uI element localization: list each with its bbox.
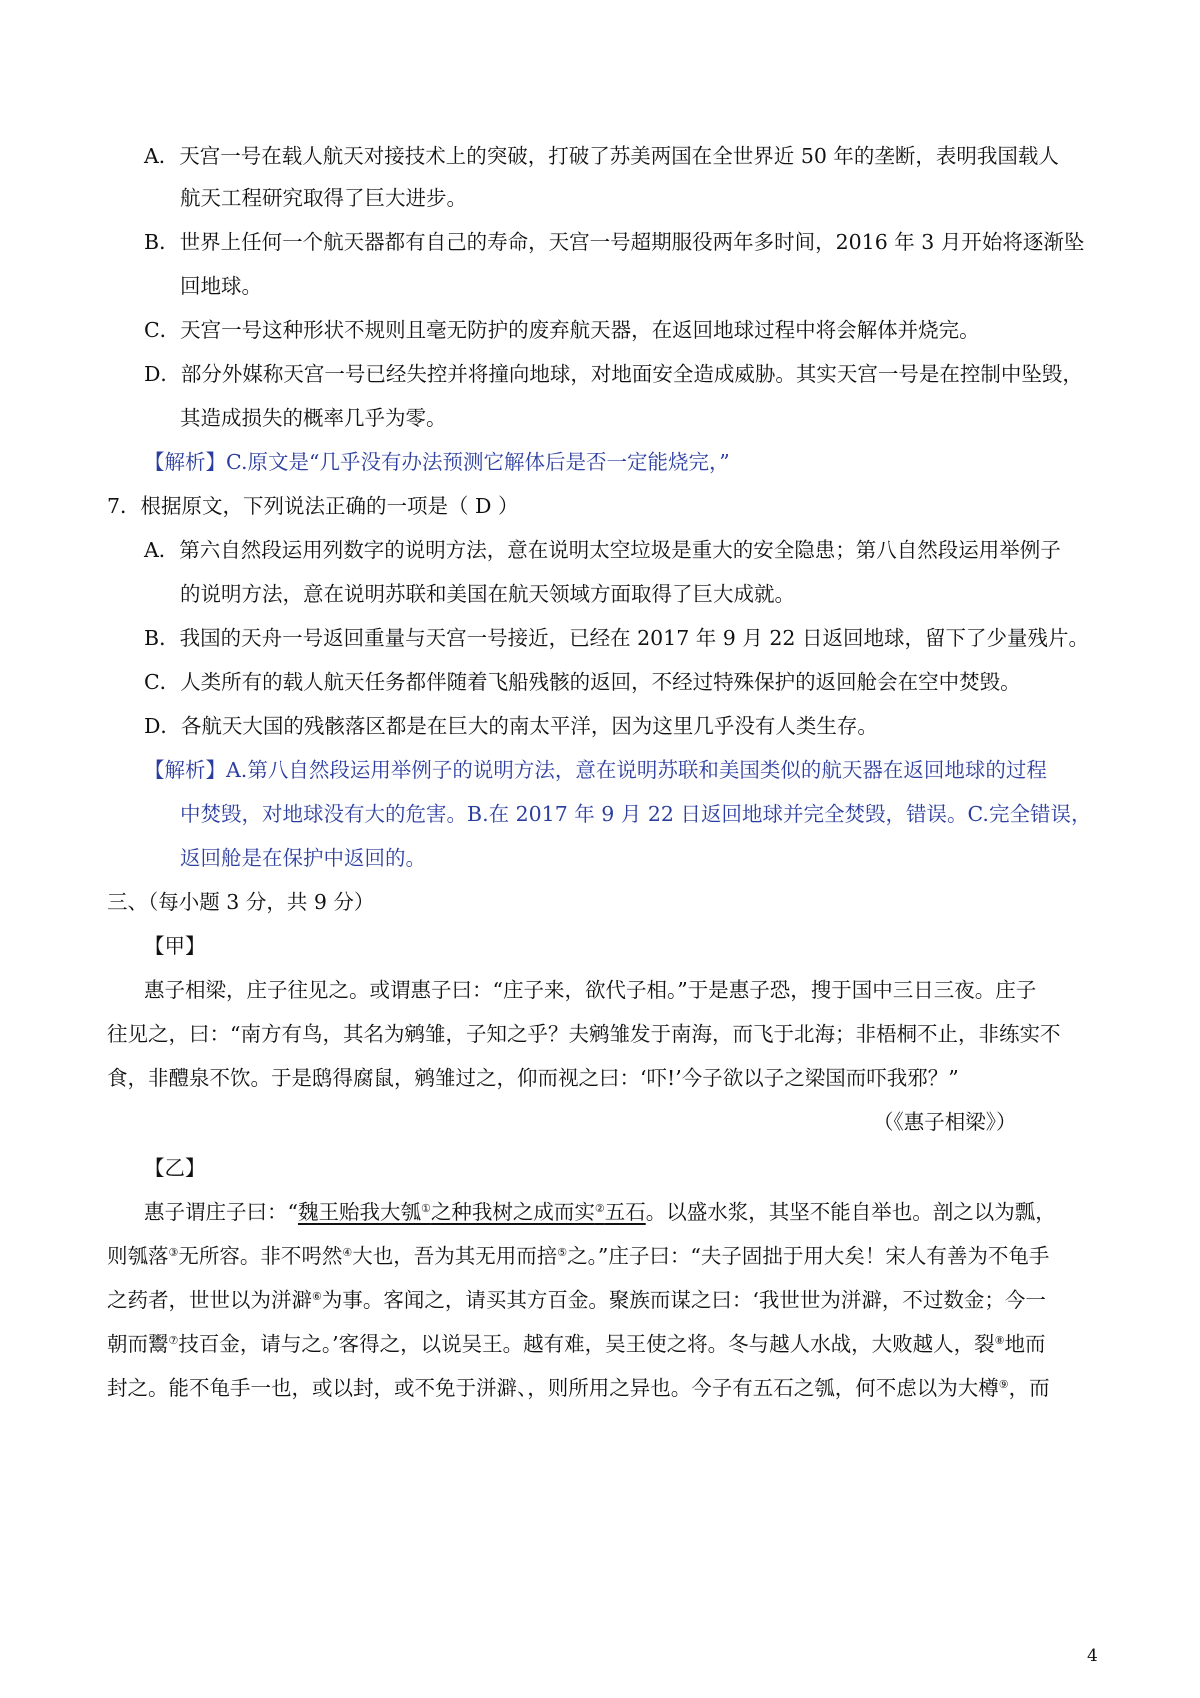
passage-yi-label: 【乙】 bbox=[144, 1156, 206, 1180]
page-number: 4 bbox=[1087, 1646, 1098, 1666]
q6-option-a-line1: A．天宫一号在载人航天对接技术上的突破，打破了苏美两国在全世界近 50 年的垄断，表明我国载人 bbox=[144, 144, 1059, 168]
q6-option-a-line2: 航天工程研究取得了巨大进步。 bbox=[180, 186, 467, 210]
passage-jia-label: 【甲】 bbox=[144, 934, 206, 958]
q6-analysis: 【解析】C.原文是“几乎没有办法预测它解体后是否一定能烧完，” bbox=[144, 450, 730, 474]
passage-yi-line5: 封之。能不龟手一也，或以封，或不免于洴澼、，则所用之异也。今子有五石之瓠，何不虑以为大樽⑨，而 bbox=[107, 1376, 1050, 1400]
passage-jia-line3: 食，非醴泉不饮。于是鸱得腐鼠，鹓雏过之，仰而视之曰：‘吓!’今子欲以子之梁国而吓我邪？” bbox=[107, 1066, 959, 1090]
q7-analysis-line2: 中焚毁，对地球没有大的危害。B.在 2017 年 9 月 22 日返回地球并完全焚毁，错误。C.完全错误， bbox=[180, 802, 1092, 826]
passage-yi-line3: 之药者，世世以为洴澼⑥为事。客闻之，请买其方百金。聚族而谋之曰：‘我世世为洴澼，不过数金；今一 bbox=[107, 1288, 1046, 1312]
footnote-marker: ① bbox=[420, 1202, 431, 1215]
q7-option-c: C．人类所有的载人航天任务都伴随着飞船残骸的返回，不经过特殊保护的返回舱会在空中焚毁。 bbox=[144, 670, 1021, 694]
footnote-marker: ③ bbox=[168, 1246, 179, 1259]
q7-option-d: D．各航天大国的残骸落区都是在巨大的南太平洋，因为这里几乎没有人类生存。 bbox=[144, 714, 878, 738]
q6-option-b-line2: 回地球。 bbox=[180, 274, 262, 298]
footnote-marker: ⑧ bbox=[994, 1334, 1005, 1347]
footnote-marker: ⑥ bbox=[312, 1290, 322, 1303]
q7-analysis-line1: 【解析】A.第八自然段运用举例子的说明方法，意在说明苏联和美国类似的航天器在返回地球的过程 bbox=[144, 758, 1047, 782]
passage-jia-line2: 往见之，曰：“南方有鸟，其名为鹓雏，子知之乎？夫鹓雏发于南海，而飞于北海；非梧桐不止，非练实不 bbox=[107, 1022, 1061, 1046]
q6-option-d-line2: 其造成损失的概率几乎为零。 bbox=[180, 406, 447, 430]
q7-analysis-line3: 返回舱是在保护中返回的。 bbox=[180, 846, 426, 870]
q7-option-b: B．我国的天舟一号返回重量与天宫一号接近，已经在 2017 年 9 月 22 日返回地球，留下了少量残片。 bbox=[144, 626, 1089, 650]
q6-option-b-line1: B．世界上任何一个航天器都有自己的寿命，天宫一号超期服役两年多时间，2016 年 3 月开始将逐渐坠 bbox=[144, 230, 1085, 254]
passage-yi-line4: 朝而鬻⑦技百金，请与之。’客得之，以说吴王。越有难，吴王使之将。冬与越人水战，大败越人，裂⑧地而 bbox=[107, 1332, 1046, 1356]
footnote-marker: ② bbox=[594, 1202, 605, 1215]
footnote-marker: ④ bbox=[342, 1246, 353, 1259]
q6-option-d-line1: D．部分外媒称天宫一号已经失控并将撞向地球，对地面安全造成威胁。其实天宫一号是在控制中坠毁， bbox=[144, 362, 1083, 386]
q7-stem: 7．根据原文，下列说法正确的一项是（ D ） bbox=[107, 494, 519, 518]
q7-option-a-line2: 的说明方法，意在说明苏联和美国在航天领域方面取得了巨大成就。 bbox=[180, 582, 795, 606]
q7-option-a-line1: A．第六自然段运用列数字的说明方法，意在说明太空垃圾是重大的安全隐患；第八自然段运用举例子 bbox=[144, 538, 1061, 562]
passage-jia-line1: 惠子相梁，庄子往见之。或谓惠子曰：“庄子来，欲代子相。”于是惠子恐，搜于国中三日三夜。庄子 bbox=[144, 978, 1037, 1002]
footnote-marker: ⑤ bbox=[557, 1246, 568, 1259]
footnote-marker: ⑨ bbox=[998, 1378, 1009, 1391]
underlined-sentence: 魏王贻我大瓠①之种我树之成而实②五石 bbox=[297, 1200, 646, 1224]
passage-yi-line2: 则瓠落③无所容。非不呺然④大也，吾为其无用而掊⑤之。”庄子曰：“夫子固拙于用大矣！宋人有善为不龟手 bbox=[107, 1244, 1050, 1268]
section-heading: 三、（每小题 3 分，共 9 分） bbox=[107, 890, 375, 914]
q6-option-c: C．天宫一号这种形状不规则且毫无防护的废弃航天器，在返回地球过程中将会解体并烧完。 bbox=[144, 318, 980, 342]
passage-jia-source: （《惠子相梁》） bbox=[873, 1110, 1017, 1134]
passage-yi-line1: 惠子谓庄子曰：“魏王贻我大瓠①之种我树之成而实②五石。以盛水浆，其坚不能自举也。剖之以为瓢， bbox=[144, 1200, 1056, 1224]
footnote-marker: ⑦ bbox=[168, 1334, 179, 1347]
